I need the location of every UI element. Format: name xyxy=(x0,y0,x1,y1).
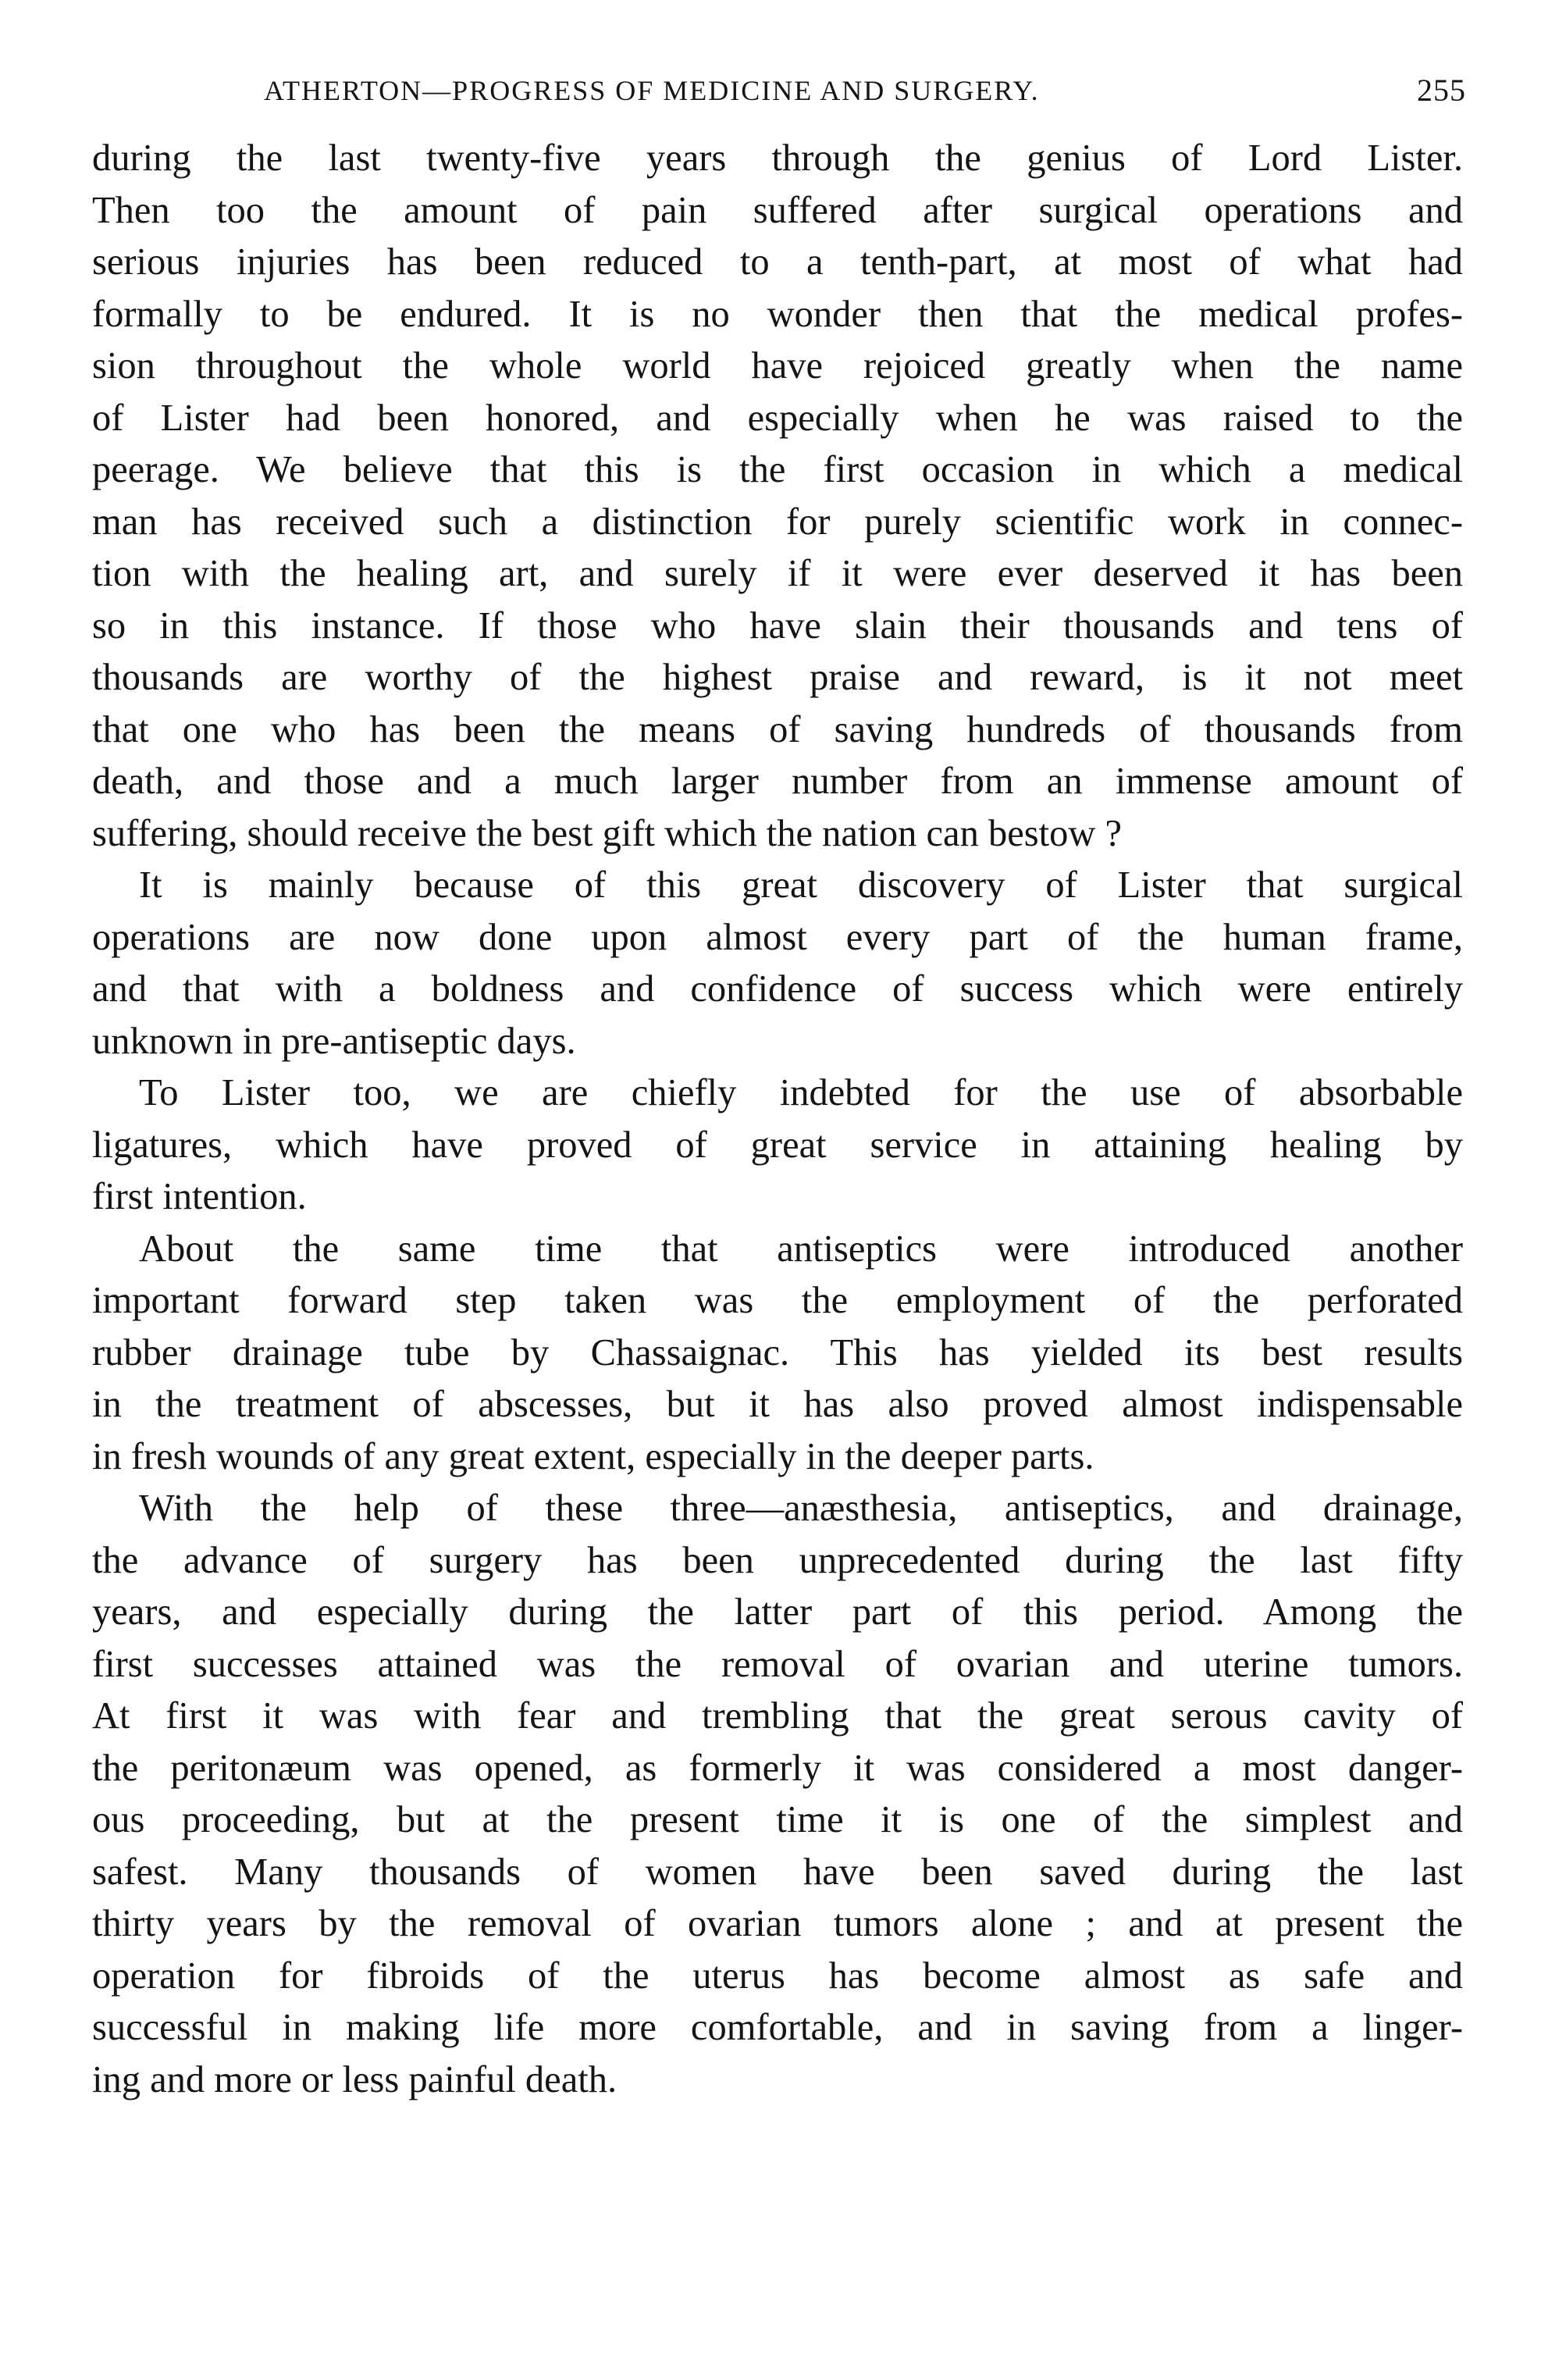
text-line: ous proceeding, but at the present time it is one of the simplest and xyxy=(92,1799,1463,1840)
text-line: thirty years by the removal of ovarian tumors alone ; and at present the xyxy=(92,1903,1463,1944)
text-line: sion throughout the whole world have rejoiced greatly when the name xyxy=(92,345,1463,387)
text-line: and that with a boldness and confidence of success which were entirely xyxy=(92,968,1463,1010)
text-line: At first it was with fear and trembling that the great serous cavity of xyxy=(92,1695,1463,1737)
text-line: in fresh wounds of any great extent, especially in the deeper parts. xyxy=(92,1435,1094,1477)
text-line: years, and especially during the latter part of this period. Among the xyxy=(92,1591,1463,1633)
text-line: ligatures, which have proved of great service in attaining healing by xyxy=(92,1124,1463,1166)
text-line: so in this instance. If those who have slain their thousands and tens of xyxy=(92,604,1463,647)
text-line: ing and more or less painful death. xyxy=(92,2058,617,2100)
paragraph xyxy=(92,133,1463,860)
text-line: first intention. xyxy=(92,1176,307,1217)
text-line: Then too the amount of pain suffered after surgical operations and xyxy=(92,189,1463,231)
text-line: safest. Many thousands of women have been saved during the last xyxy=(92,1851,1463,1893)
text-line: suffering, should receive the best gift which the nation can bestow ? xyxy=(92,812,1122,854)
running-title: ATHERTON—PROGRESS OF MEDICINE AND SURGERY. xyxy=(264,75,1040,106)
text-line: To Lister too, we are chiefly indebted for the use of absorbable xyxy=(139,1072,1463,1113)
paragraph xyxy=(92,860,1463,1067)
text-line: the advance of surgery has been unprecedented during the last fifty xyxy=(92,1539,1463,1581)
text-line: About the same time that antiseptics were introduced another xyxy=(139,1227,1463,1270)
text-line: With the help of these three—anæsthesia, antiseptics, and drainage, xyxy=(139,1488,1463,1529)
text-line: peerage. We believe that this is the first occasion in which a medical xyxy=(92,449,1463,490)
text-line: operations are now done upon almost every part of the human frame, xyxy=(92,916,1463,958)
text-line: tion with the healing art, and surely if it were ever deserved it has been xyxy=(92,553,1463,594)
text-line: during the last twenty-five years through the genius of Lord Lister. xyxy=(92,137,1463,179)
text-line: that one who has been the means of saving hundreds of thousands from xyxy=(92,708,1463,750)
text-line: serious injuries has been reduced to a tenth-part, at most of what had xyxy=(92,241,1463,283)
text-line: man has received such a distinction for purely scientific work in connec- xyxy=(92,501,1463,543)
text-line: formally to be endured. It is no wonder then that the medical profes- xyxy=(92,293,1463,335)
body-text xyxy=(92,133,1463,2106)
text-line: unknown in pre-antiseptic days. xyxy=(92,1020,576,1062)
text-line: in the treatment of abscesses, but it has also proved almost indispensable xyxy=(92,1384,1463,1425)
page-number: 255 xyxy=(1417,73,1466,108)
paragraph xyxy=(92,1483,1463,2106)
text-line: thousands are worthy of the highest praise and reward, is it not meet xyxy=(92,657,1463,698)
text-line: successful in making life more comfortable, and in saving from a linger- xyxy=(92,2007,1463,2048)
text-line: operation for fibroids of the uterus has become almost as safe and xyxy=(92,1954,1463,1997)
text-line: of Lister had been honored, and especially when he was raised to the xyxy=(92,397,1463,439)
text-line: death, and those and a much larger number from an immense amount of xyxy=(92,761,1463,802)
text-line: the peritonæum was opened, as formerly it was considered a most danger- xyxy=(92,1747,1463,1789)
text-line: rubber drainage tube by Chassaignac. This has yielded its best results xyxy=(92,1331,1463,1373)
paragraph xyxy=(92,1067,1463,1224)
text-line: It is mainly because of this great discovery of Lister that surgical xyxy=(139,864,1463,906)
text-line: first successes attained was the removal of ovarian and uterine tumors. xyxy=(92,1643,1463,1685)
paragraph xyxy=(92,1224,1463,1484)
text-line: important forward step taken was the employment of the perforated xyxy=(92,1280,1463,1321)
running-head xyxy=(92,69,1466,112)
